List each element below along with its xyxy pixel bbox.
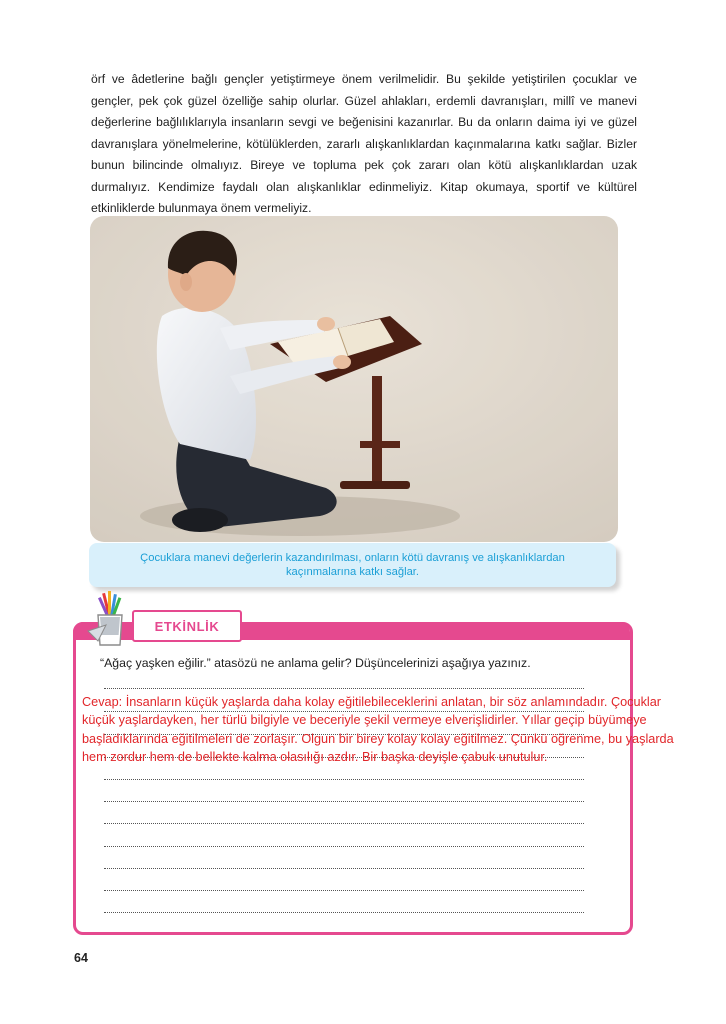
answer-line [104,890,584,891]
activity-question: “Ağaç yaşken eğilir.” atasözü ne anlama gelir? Düşüncelerinizi aşağıya yazınız. [100,656,531,670]
boy-reading-illustration [90,216,618,542]
activity-title-tab [132,610,242,642]
photo-caption: Çocuklara manevi değerlerin kazandırılması, onların kötü davranış ve alışkanlıklardan kaçınmalarına katkı sağlar. [140,551,565,578]
pencil-cup-icon [84,591,132,652]
activity-title: ETKİNLİK [154,618,220,634]
answer-line [104,779,584,780]
photo-boy-reading-quran [90,216,618,542]
answer-line [104,868,584,869]
answer-line [104,912,584,913]
answer-line [104,846,584,847]
answer-line [104,688,584,689]
handwritten-answer: Cevap: İnsanların küçük yaşlarda daha kolay eğitilebileceklerini anlatan, bir söz anlamındadır. Çocuklar küçük yaşlardayken, her türlü bilgiyle ve beceriyle şekil vermeye elverişlidirler. Yıllar geçip büyümeye başladıklarında eğitilmeleri de zorlaşır. Olgun bir birey kolay kolay eğitilmez. Çünkü öğrenme, bu yaşlarda hem zordur hem de bellekte kalma olasılığı azdır. Bir başka deyişle çabuk unutulur. [82,695,674,764]
answer-line [104,823,584,824]
body-paragraph: örf ve âdetlerine bağlı gençler yetiştirmeye önem verilmelidir. Bu şekilde yetiştirilen çocuklar ve gençler, pek çok güzel özelliğe sahip olurlar. Güzel ahlakları, erdemli davranışları, millî ve manevi değerlerine bağlılıklarıyla insanların sevgi ve beğenisini kazanırlar. Bu da onların daima iyi ve güzel davranışlara yönelmelerine, kötülüklerden, zararlı alışkanlıklardan kaçınmalarına katkı sağlar. Bizler bunun bilincinde olmalıyız. Bireye ve topluma pek çok zararı olan kötü alışkanlıklardan uzak durmalıyız. Kendimize faydalı olan alışkanlıklar edinmeliyiz. Kitap okumaya, sportif ve kültürel etkinliklerde bulunmaya önem vermeliyiz. [91,72,637,215]
page-number: 64 [74,951,88,965]
photo-caption-box [89,543,616,587]
answer-line [104,801,584,802]
